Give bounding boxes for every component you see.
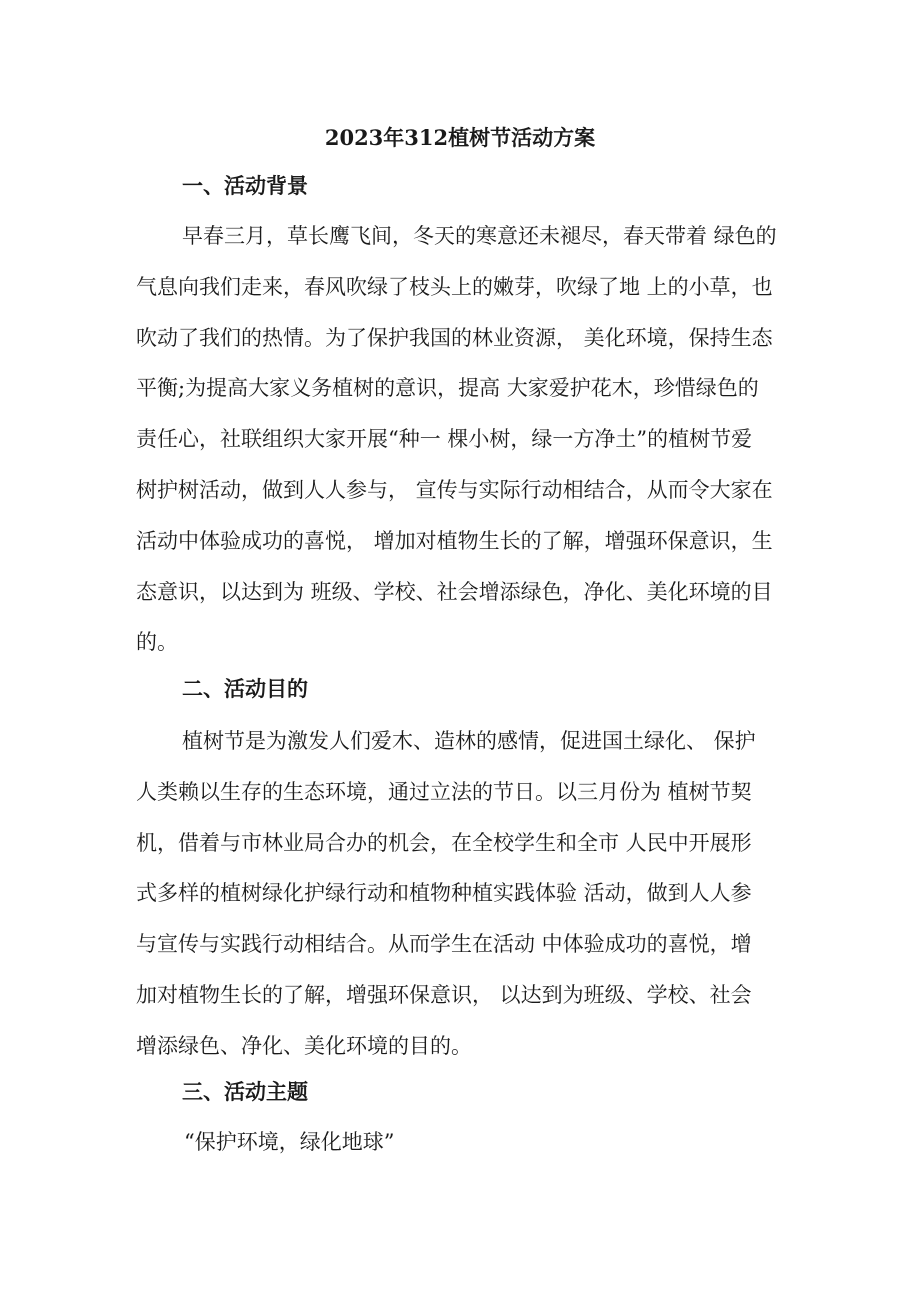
- theme-slogan: “保护环境，绿化地球”: [184, 1130, 395, 1154]
- paragraph-line: 吹动了我们的热情。为了保护我国的林业资源， 美化环境，保持生态: [136, 325, 773, 350]
- paragraph-line: 态意识，以达到为 班级、学校、社会增添绿色，净化、美化环境的目: [136, 579, 773, 604]
- document-title: 2023年312植树节活动方案: [324, 125, 596, 150]
- paragraph-line: 责任心，社联组织大家开展“种一 棵小树，绿一方净土”的植树节爱: [136, 427, 753, 452]
- paragraph-line: 活动中体验成功的喜悦， 增加对植物生长的了解，增强环保意识，生: [136, 528, 773, 553]
- paragraph-line: 的。: [136, 630, 178, 655]
- section-heading-purpose: 二、活动目的: [182, 676, 308, 701]
- paragraph-line: 气息向我们走来，春风吹绿了枝头上的嫩芽，吹绿了地 上的小草，也: [136, 274, 773, 299]
- section-paragraph-purpose: [136, 716, 796, 1072]
- section-heading-theme: 三、活动主题: [182, 1079, 308, 1104]
- section-heading-background: 一、活动背景: [182, 173, 308, 198]
- paragraph-line: 人类赖以生存的生态环境，通过立法的节日。以三月份为 植树节契: [136, 779, 752, 804]
- paragraph-line: 式多样的植树绿化护绿行动和植物种植实践体验 活动，做到人人参: [136, 881, 752, 906]
- paragraph-line: 平衡;为提高大家义务植树的意识，提高 大家爱护花木，珍惜绿色的: [136, 376, 759, 401]
- paragraph-line: 机，借着与市林业局合办的机会，在全校学生和全市 人民中开展形: [136, 830, 752, 855]
- paragraph-line: 植树节是为激发人们爱木、造林的感情，促进国土绿化、 保护: [182, 729, 756, 753]
- paragraph-line: 与宣传与实践行动相结合。从而学生在活动 中体验成功的喜悦，增: [136, 932, 752, 957]
- section-paragraph-background: [136, 211, 796, 668]
- paragraph-line: 早春三月，草长鹰飞间，冬天的寒意还未褪尽，春天带着 绿色的: [182, 224, 777, 248]
- paragraph-line: 加对植物生长的了解，增强环保意识， 以达到为班级、学校、社会: [136, 982, 752, 1007]
- paragraph-line: 增添绿色、净化、美化环境的目的。: [136, 1033, 472, 1058]
- paragraph-line: 树护树活动，做到人人参与， 宣传与实际行动相结合，从而令大家在: [136, 477, 773, 502]
